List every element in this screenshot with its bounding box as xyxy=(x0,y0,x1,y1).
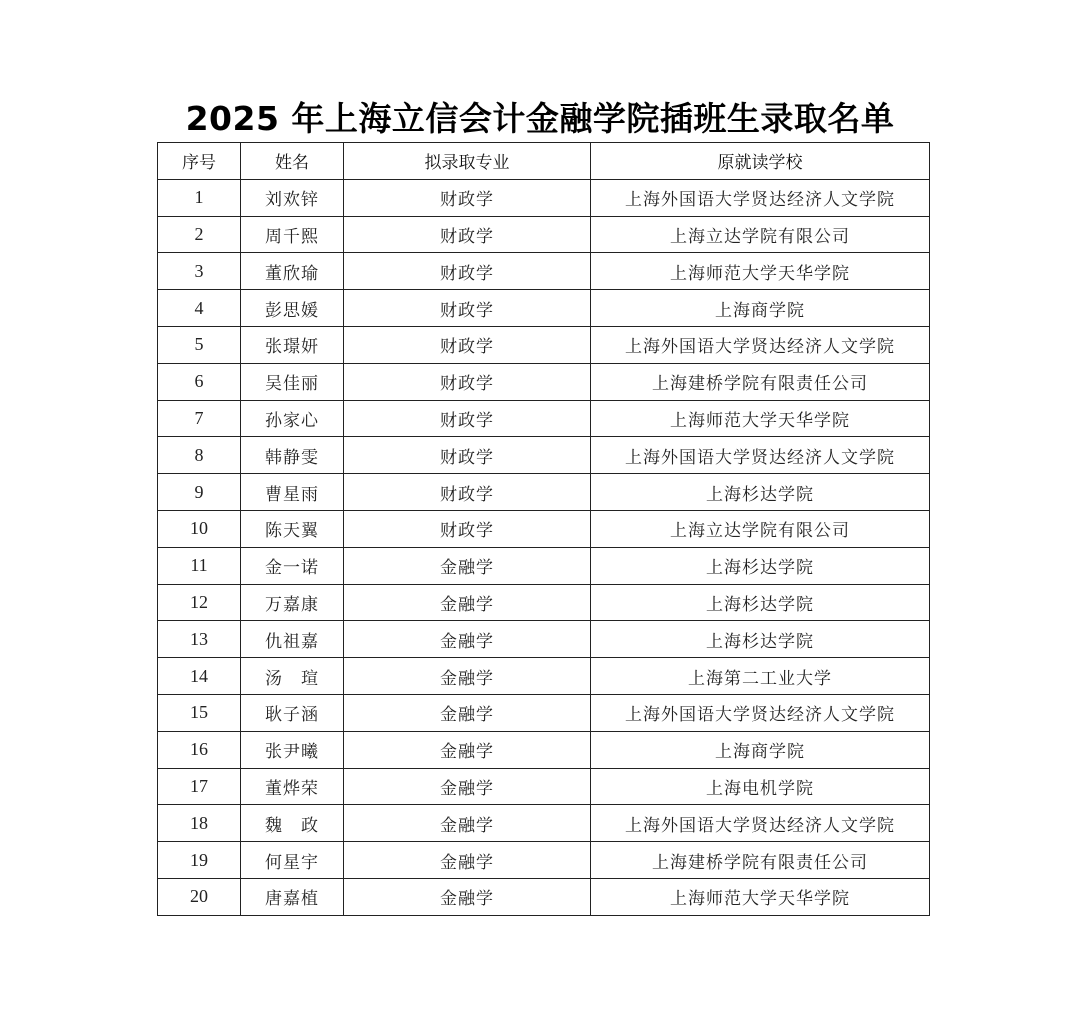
cell-no: 14 xyxy=(158,658,241,695)
cell-name: 金一诺 xyxy=(241,547,344,584)
table-row xyxy=(158,878,930,915)
cell-no: 7 xyxy=(158,400,241,437)
cell-no: 13 xyxy=(158,621,241,658)
cell-no: 8 xyxy=(158,437,241,474)
cell-no: 9 xyxy=(158,474,241,511)
cell-major: 财政学 xyxy=(344,216,591,253)
header-no: 序号 xyxy=(158,143,241,180)
cell-school: 上海外国语大学贤达经济人文学院 xyxy=(591,805,930,842)
cell-school: 上海杉达学院 xyxy=(591,547,930,584)
table-header xyxy=(158,143,930,180)
cell-school: 上海师范大学天华学院 xyxy=(591,400,930,437)
table-row xyxy=(158,731,930,768)
cell-no: 2 xyxy=(158,216,241,253)
cell-school: 上海外国语大学贤达经济人文学院 xyxy=(591,694,930,731)
cell-major: 金融学 xyxy=(344,584,591,621)
cell-name: 魏 政 xyxy=(241,805,344,842)
table-row xyxy=(158,658,930,695)
page-title: 2025 年上海立信会计金融学院插班生录取名单 xyxy=(185,99,895,138)
cell-major: 金融学 xyxy=(344,878,591,915)
cell-major: 财政学 xyxy=(344,400,591,437)
admission-table xyxy=(157,142,930,916)
table-row xyxy=(158,694,930,731)
cell-name: 汤 瑄 xyxy=(241,658,344,695)
cell-major: 金融学 xyxy=(344,658,591,695)
cell-major: 财政学 xyxy=(344,474,591,511)
cell-school: 上海电机学院 xyxy=(591,768,930,805)
cell-name: 吴佳丽 xyxy=(241,363,344,400)
cell-name: 彭思媛 xyxy=(241,290,344,327)
cell-school: 上海杉达学院 xyxy=(591,584,930,621)
cell-major: 财政学 xyxy=(344,326,591,363)
cell-school: 上海建桥学院有限责任公司 xyxy=(591,842,930,879)
cell-name: 张璟妍 xyxy=(241,326,344,363)
cell-school: 上海外国语大学贤达经济人文学院 xyxy=(591,179,930,216)
cell-name: 周千熙 xyxy=(241,216,344,253)
cell-name: 董欣瑜 xyxy=(241,253,344,290)
table-row xyxy=(158,621,930,658)
cell-no: 17 xyxy=(158,768,241,805)
cell-major: 财政学 xyxy=(344,510,591,547)
cell-major: 财政学 xyxy=(344,290,591,327)
cell-school: 上海外国语大学贤达经济人文学院 xyxy=(591,326,930,363)
cell-major: 财政学 xyxy=(344,179,591,216)
table-row xyxy=(158,253,930,290)
cell-school: 上海杉达学院 xyxy=(591,474,930,511)
table-row xyxy=(158,842,930,879)
header-major: 拟录取专业 xyxy=(344,143,591,180)
cell-no: 15 xyxy=(158,694,241,731)
cell-name: 仇祖嘉 xyxy=(241,621,344,658)
cell-name: 耿子涵 xyxy=(241,694,344,731)
cell-major: 金融学 xyxy=(344,547,591,584)
cell-no: 18 xyxy=(158,805,241,842)
table-row xyxy=(158,437,930,474)
cell-no: 3 xyxy=(158,253,241,290)
header-row xyxy=(158,143,930,180)
cell-name: 董烨荣 xyxy=(241,768,344,805)
cell-major: 金融学 xyxy=(344,842,591,879)
cell-no: 10 xyxy=(158,510,241,547)
table-row xyxy=(158,400,930,437)
cell-school: 上海商学院 xyxy=(591,731,930,768)
table-row xyxy=(158,768,930,805)
cell-name: 唐嘉植 xyxy=(241,878,344,915)
cell-school: 上海外国语大学贤达经济人文学院 xyxy=(591,437,930,474)
table-row xyxy=(158,326,930,363)
header-school: 原就读学校 xyxy=(591,143,930,180)
cell-major: 金融学 xyxy=(344,768,591,805)
cell-major: 财政学 xyxy=(344,437,591,474)
cell-school: 上海立达学院有限公司 xyxy=(591,510,930,547)
cell-name: 张尹曦 xyxy=(241,731,344,768)
table-row xyxy=(158,805,930,842)
table-body xyxy=(158,179,930,915)
cell-major: 金融学 xyxy=(344,694,591,731)
table-row xyxy=(158,584,930,621)
cell-name: 曹星雨 xyxy=(241,474,344,511)
cell-major: 金融学 xyxy=(344,621,591,658)
cell-school: 上海立达学院有限公司 xyxy=(591,216,930,253)
cell-school: 上海杉达学院 xyxy=(591,621,930,658)
cell-name: 何星宇 xyxy=(241,842,344,879)
cell-no: 4 xyxy=(158,290,241,327)
table-row xyxy=(158,179,930,216)
cell-name: 韩静雯 xyxy=(241,437,344,474)
table-row xyxy=(158,474,930,511)
cell-school: 上海师范大学天华学院 xyxy=(591,253,930,290)
cell-major: 金融学 xyxy=(344,805,591,842)
cell-name: 万嘉康 xyxy=(241,584,344,621)
cell-major: 财政学 xyxy=(344,363,591,400)
cell-name: 陈天翼 xyxy=(241,510,344,547)
cell-no: 11 xyxy=(158,547,241,584)
cell-no: 1 xyxy=(158,179,241,216)
cell-school: 上海第二工业大学 xyxy=(591,658,930,695)
table-row xyxy=(158,547,930,584)
table-row xyxy=(158,216,930,253)
cell-name: 刘欢锌 xyxy=(241,179,344,216)
table-row xyxy=(158,510,930,547)
cell-no: 12 xyxy=(158,584,241,621)
cell-school: 上海商学院 xyxy=(591,290,930,327)
cell-school: 上海建桥学院有限责任公司 xyxy=(591,363,930,400)
cell-no: 5 xyxy=(158,326,241,363)
cell-no: 16 xyxy=(158,731,241,768)
cell-no: 19 xyxy=(158,842,241,879)
cell-major: 金融学 xyxy=(344,731,591,768)
table-row xyxy=(158,290,930,327)
cell-no: 20 xyxy=(158,878,241,915)
cell-major: 财政学 xyxy=(344,253,591,290)
table-row xyxy=(158,363,930,400)
header-name: 姓名 xyxy=(241,143,344,180)
cell-name: 孙家心 xyxy=(241,400,344,437)
cell-no: 6 xyxy=(158,363,241,400)
cell-school: 上海师范大学天华学院 xyxy=(591,878,930,915)
